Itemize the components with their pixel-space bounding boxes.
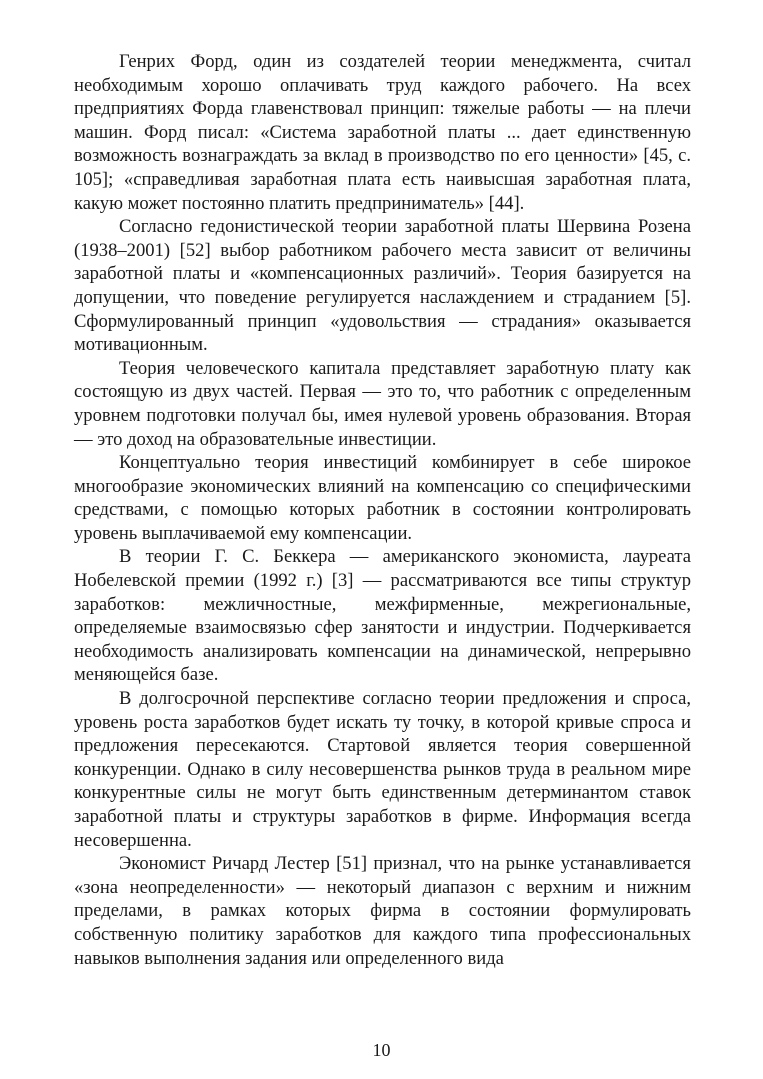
paragraph-investment-theory: Концептуально теория инвестиций комбинирует в себе широкое многообразие экономических влияний на компенсацию со специфическими средствами, с помощью которых работник в состоянии контролировать уровень выплачиваемой ему компенсации. bbox=[74, 452, 691, 544]
page-body bbox=[74, 50, 691, 970]
paragraph-rosen: Согласно гедонистической теории заработной платы Шервина Розена (1938–2001) [52] выбор работником рабочего места зависит от величины заработной платы и «компенсационных различий». Теория базируется на допущении, что поведение регулируется наслаждением и страданием [5]. Сформулированный принцип «удовольствия — страдания» оказывается мотивационным. bbox=[74, 216, 691, 356]
paragraph-ford: Генрих Форд, один из создателей теории менеджмента, считал необходимым хорошо оплачивать труд каждого рабочего. На всех предприятиях Форда главенствовал принцип: тяжелые работы — на плечи машин. Форд писал: «Система заработной платы ... дает единственную возможность вознаграждать за вклад в производство по его ценности» [45, с. 105]; «справедливая заработная плата есть наивысшая заработная плата, какую может постоянно платить предприниматель» [44]. bbox=[74, 51, 691, 214]
paragraph-becker: В теории Г. С. Беккера — американского экономиста, лауреата Нобелевской премии (1992 г.) [3] — рассматриваются все типы структур заработков: межличностные, межфирменные, межрегиональные, определяемые взаимосвязью сфер занятости и индустрии. Подчеркивается необходимость анализировать компенсации на динамической, непрерывно меняющейся базе. bbox=[74, 546, 691, 686]
paragraph-human-capital: Теория человеческого капитала представляет заработную плату как состоящую из двух частей. Первая — это то, что работник с определенным уровнем подготовки получал бы, имея нулевой уровень образования. Вторая — это доход на образовательные инвестиции. bbox=[74, 357, 691, 450]
paragraph-supply-demand: В долгосрочной перспективе согласно теории предложения и спроса, уровень роста заработков будет искать ту точку, в которой кривые спроса и предложения пересекаются. Стартовой является теория совершенной конкуренции. Однако в силу несовершенства рынков труда в реальном мире конкурентные силы не могут быть единственным детерминантом ставок заработной платы и структуры заработков в фирме. Информация всегда несовершенна. bbox=[74, 688, 691, 851]
paragraph-lester: Экономист Ричард Лестер [51] признал, что на рынке устанавливается «зона неопределенности» — некоторый диапазон с верхним и нижним пределами, в рамках которых фирма в состоянии формулировать собственную политику заработков для каждого типа профессиональных навыков выполнения задания или определенного вида bbox=[74, 853, 691, 969]
page-number: 10 bbox=[372, 1040, 391, 1060]
